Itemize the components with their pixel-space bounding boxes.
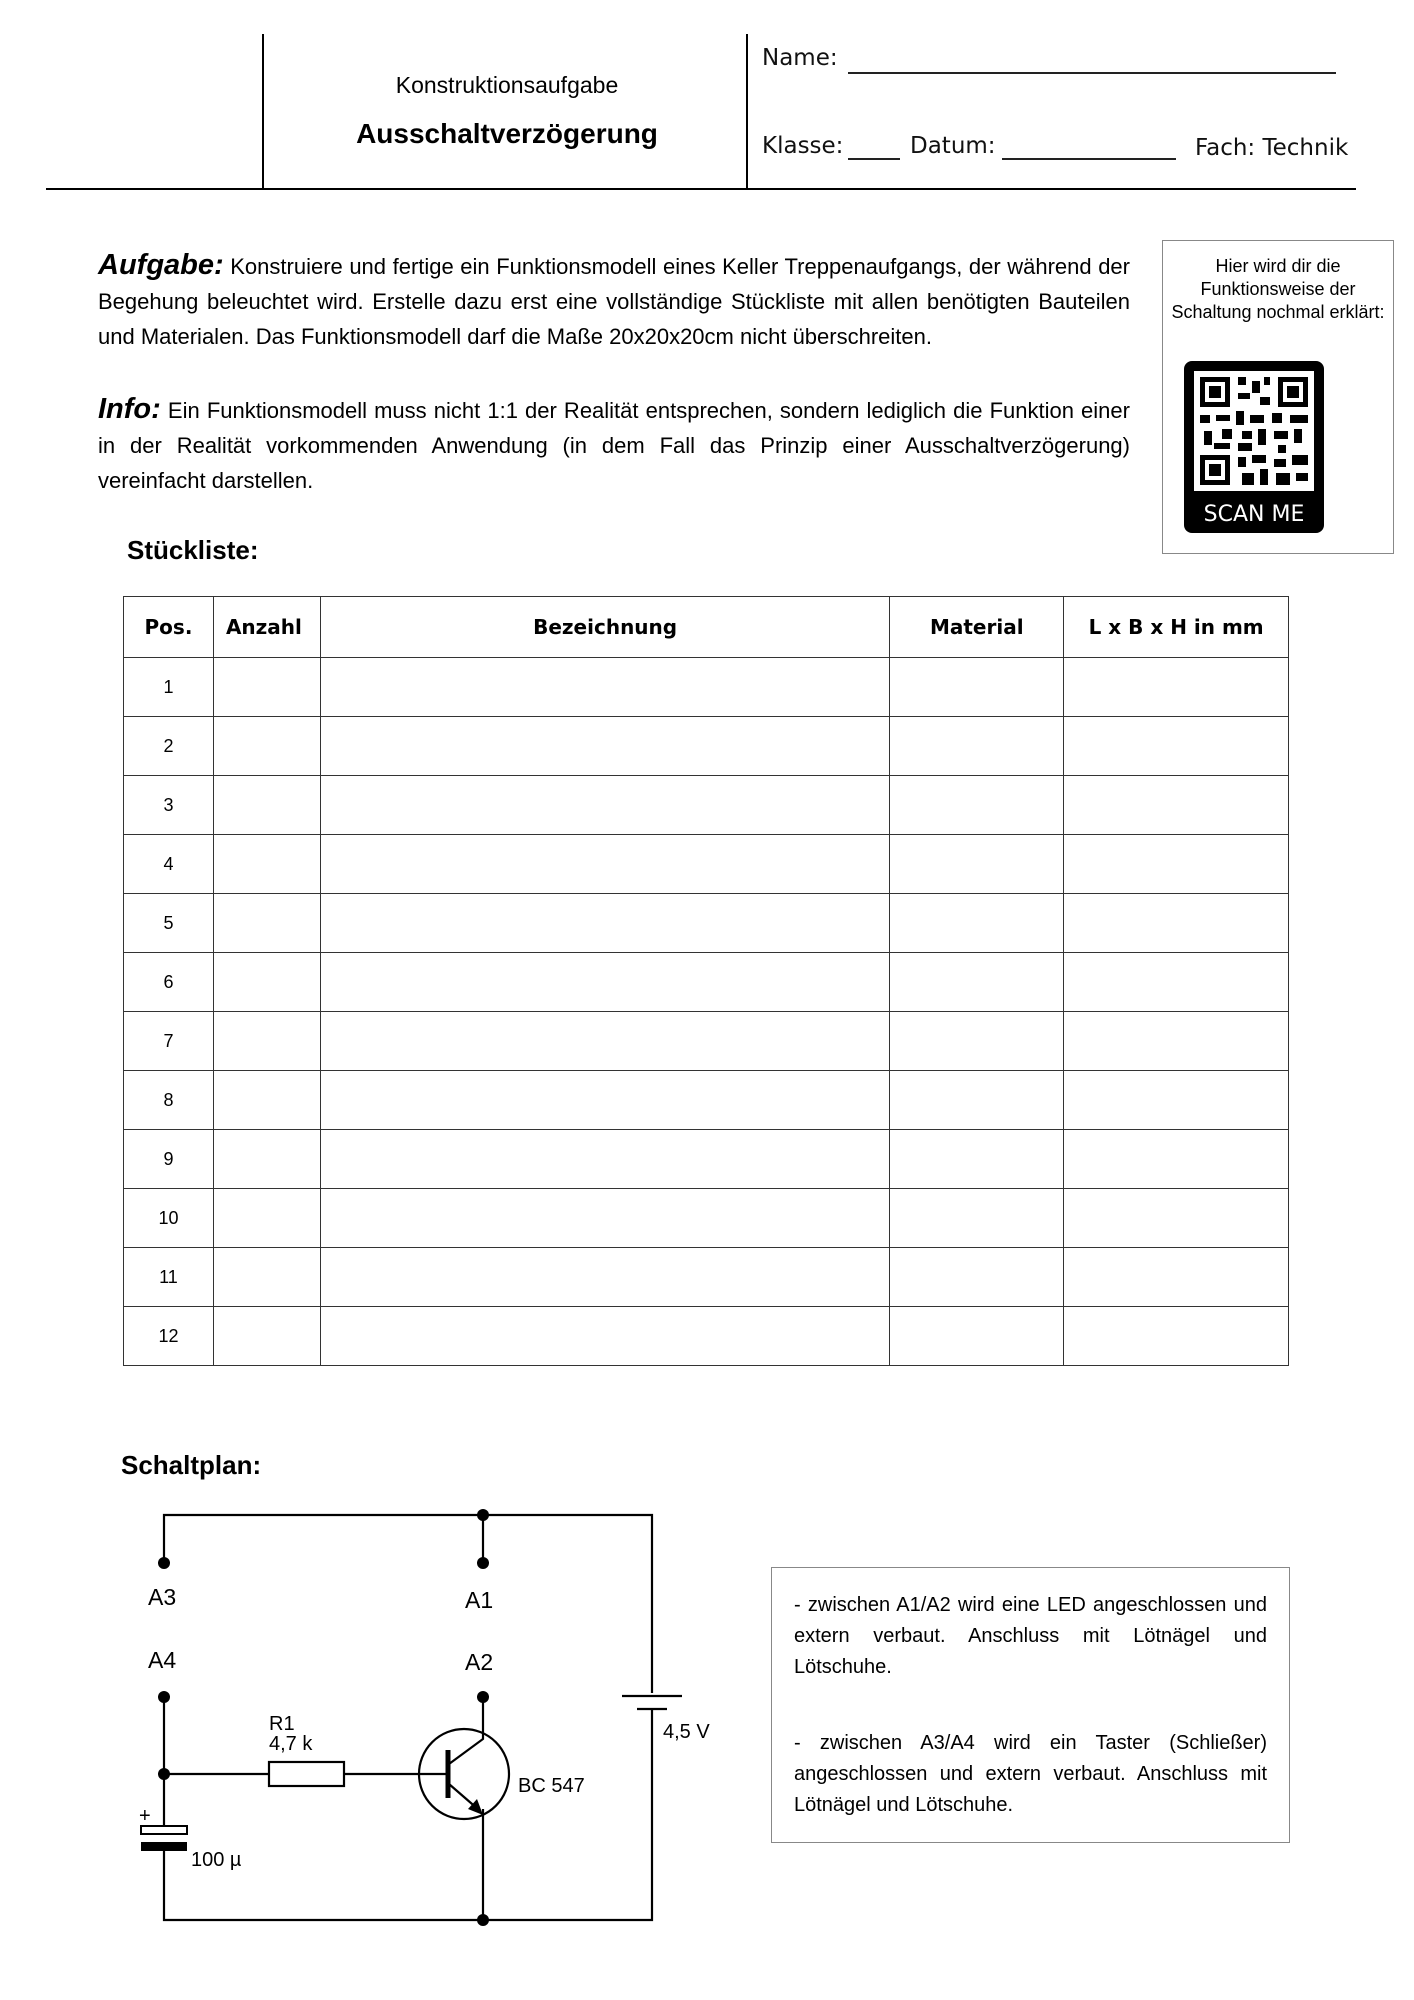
pos-cell: 12 [124, 1307, 214, 1366]
info-text: Ein Funktionsmodell muss nicht 1:1 der Realität entsprechen, sondern lediglich die Funktion einer in der Realität vorkommenden Anwendung (in dem Fall das Prinzip einer Ausschaltverzögerung) vereinfacht darstellen. [98, 398, 1130, 493]
connection-notes-box [771, 1567, 1290, 1843]
pos-cell: 5 [124, 894, 214, 953]
pos-cell: 2 [124, 717, 214, 776]
label-capacitor: 100 µ [191, 1849, 242, 1871]
label-a4: A4 [148, 1647, 177, 1673]
pos-cell: 11 [124, 1248, 214, 1307]
capacitor-plate-plus [141, 1826, 187, 1834]
name-label: Name: [762, 45, 838, 71]
schaltplan-heading: Schaltplan: [121, 1450, 262, 1480]
qr-caption: Hier wird dir die Funktionsweise der Schaltung nochmal erklärt: [1171, 256, 1385, 322]
label-r1-value: 4,7 k [269, 1733, 313, 1755]
top-wire [164, 1515, 652, 1693]
junction-top [477, 1509, 489, 1521]
terminal-a3 [158, 1557, 170, 1569]
terminal-a4 [158, 1691, 170, 1703]
terminal-a1 [477, 1557, 489, 1569]
terminal-a2 [477, 1691, 489, 1703]
worksheet-title: Ausschaltverzögerung [356, 118, 658, 149]
pos-cell: 4 [124, 835, 214, 894]
column-header-anzahl: Anzahl [213, 597, 320, 658]
label-a1: A1 [465, 1587, 494, 1613]
bottom-right-wire [164, 1709, 652, 1920]
pos-cell: 10 [124, 1189, 214, 1248]
junction-left [158, 1768, 170, 1780]
junction-bottom [477, 1914, 489, 1926]
qr-scan-label: SCAN ME [1203, 502, 1305, 527]
column-header-pos: Pos. [124, 597, 214, 658]
pos-cell: 8 [124, 1071, 214, 1130]
label-capacitor-plus: + [139, 1805, 151, 1827]
label-a2: A2 [465, 1649, 494, 1675]
pos-cell: 1 [124, 658, 214, 717]
label-r1: R1 [269, 1713, 295, 1735]
stueckliste-heading: Stückliste: [127, 535, 259, 565]
label-battery: 4,5 V [663, 1721, 710, 1743]
datum-label: Datum: [910, 133, 996, 159]
note-a3-a4: - zwischen A3/A4 wird ein Taster (Schließer) angeschlossen und extern verbaut. Anschluss mit Lötnägel und Lötschuhe. [794, 1732, 1267, 1816]
pos-cell: 7 [124, 1012, 214, 1071]
pos-cell: 6 [124, 953, 214, 1012]
pos-cell: 9 [124, 1130, 214, 1189]
pos-cell: 3 [124, 776, 214, 835]
label-transistor: BC 547 [518, 1775, 585, 1797]
column-header-bezeichnung: Bezeichnung [320, 597, 889, 658]
capacitor-plate-minus [141, 1842, 187, 1851]
label-a3: A3 [148, 1584, 177, 1610]
note-a1-a2: - zwischen A1/A2 wird eine LED angeschlossen und extern verbaut. Anschluss mit Lötnägel und Lötschuhe. [794, 1594, 1267, 1678]
klasse-label: Klasse: [762, 133, 844, 159]
fach-label: Fach: Technik [1195, 135, 1349, 161]
column-header-dimensions: L x B x H in mm [1064, 597, 1289, 658]
aufgabe-label: Aufgabe: [98, 249, 224, 281]
aufgabe-text: Konstruiere und fertige ein Funktionsmodell eines Keller Treppenaufgangs, der während der Begehung beleuchtet wird. Erstelle dazu erst eine vollständige Stückliste mit allen benötigten Bauteilen und Materialen. Das Funktionsmodell darf die Maße 20x20x20cm nicht überschreiten. [98, 254, 1130, 349]
column-header-material: Material [890, 597, 1064, 658]
info-label: Info: [98, 393, 161, 425]
resistor-r1 [269, 1762, 344, 1786]
worksheet-subtitle: Konstruktionsaufgabe [395, 72, 619, 98]
